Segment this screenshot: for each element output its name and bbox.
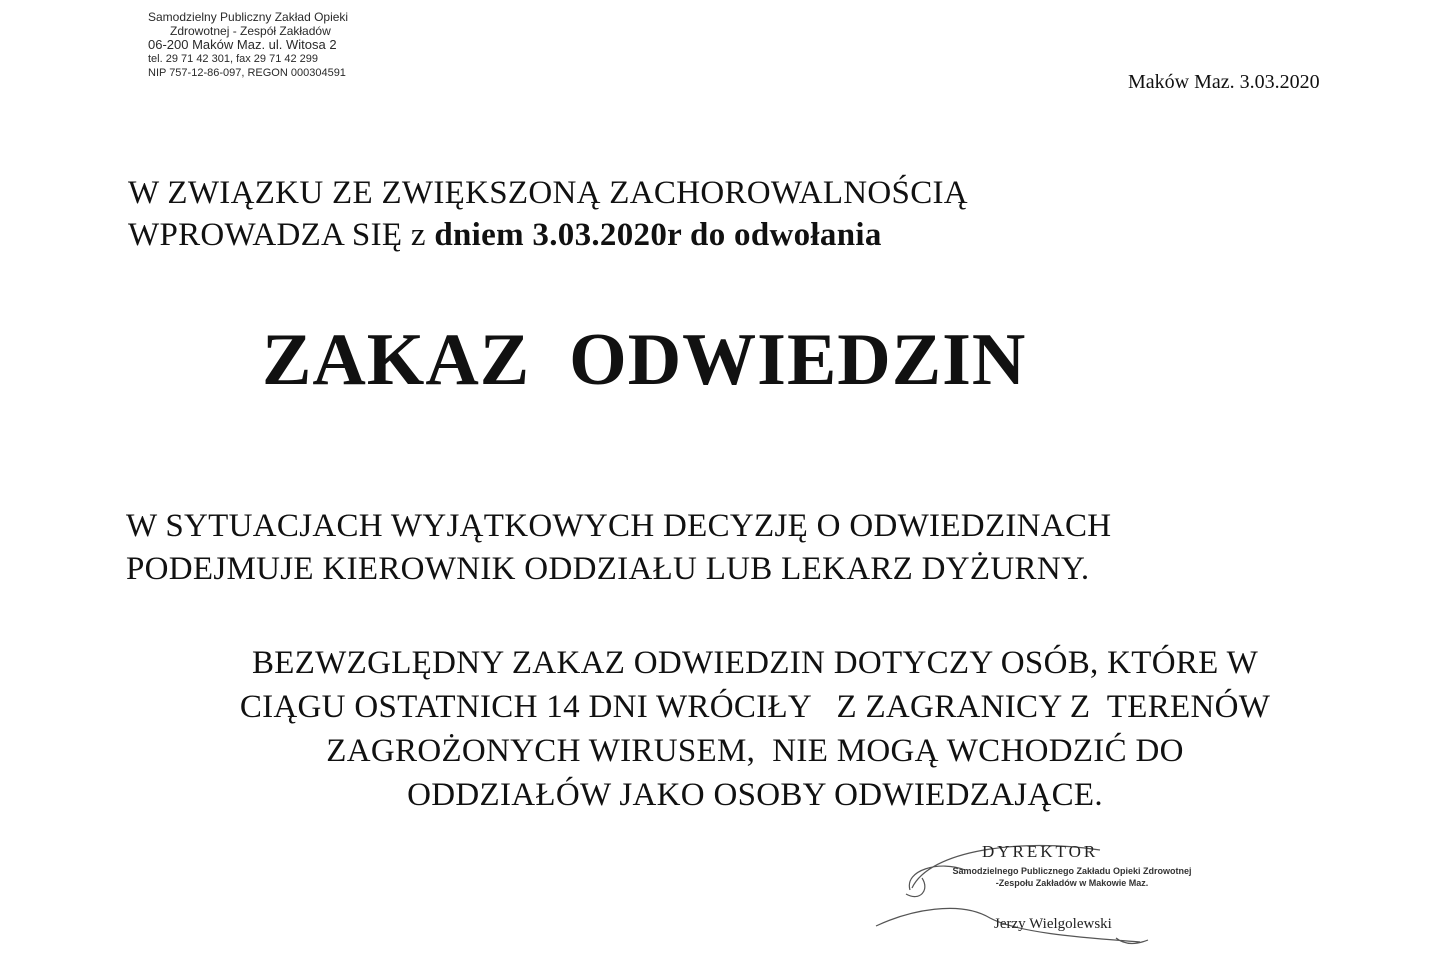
exceptions-paragraph <box>126 505 1326 591</box>
signature-title: DYREKTOR <box>982 842 1099 861</box>
intro-text <box>128 172 1328 256</box>
exceptions-line-1: W SYTUACJACH WYJĄTKOWYCH DECYZJĘ O ODWIEDZINACH <box>126 508 1112 544</box>
stamp-line-ids: NIP 757-12-86-097, REGON 000304591 <box>148 67 346 79</box>
absolute-ban-paragraph <box>140 641 1370 817</box>
signature-organization <box>952 865 1192 889</box>
document-date: Maków Maz. 3.03.2020 <box>1128 71 1320 93</box>
absolute-ban-line-3: ZAGROŻONYCH WIRUSEM, NIE MOGĄ WCHODZIĆ DO <box>326 733 1184 769</box>
institution-stamp <box>148 10 378 80</box>
intro-line-2-plain: WPROWADZA SIĘ z <box>128 217 435 253</box>
stamp-line-name-cont: Zdrowotnej - Zespół Zakładów <box>170 24 331 38</box>
exceptions-line-2: PODEJMUJE KIEROWNIK ODDZIAŁU LUB LEKARZ DYŻURNY. <box>126 551 1090 587</box>
absolute-ban-line-1: BEZWZGLĘDNY ZAKAZ ODWIEDZIN DOTYCZY OSÓB, KTÓRE W <box>251 645 1259 681</box>
signature-org-line-1: Samodzielnego Publicznego Zakładu Opieki Zdrowotnej <box>952 866 1192 876</box>
absolute-ban-line-4: ODDZIAŁÓW JAKO OSOBY ODWIEDZAJĄCE. <box>407 777 1103 813</box>
signature-name: Jerzy Wielgolewski <box>994 916 1112 932</box>
headline-visiting-ban: ZAKAZ ODWIEDZIN <box>262 319 1027 401</box>
stamp-line-address: 06-200 Maków Maz. ul. Witosa 2 <box>148 37 337 52</box>
intro-line-2 <box>128 214 1328 256</box>
signature-org-line-2: -Zespołu Zakładów w Makowie Maz. <box>995 878 1149 888</box>
stamp-line-phone: tel. 29 71 42 301, fax 29 71 42 299 <box>148 53 319 65</box>
director-signature-stamp <box>870 830 1190 950</box>
intro-line-2-bold: dniem 3.03.2020r do odwołania <box>434 217 882 253</box>
absolute-ban-line-2: CIĄGU OSTATNICH 14 DNI WRÓCIŁY Z ZAGRANICY Z TERENÓW <box>239 689 1271 725</box>
intro-line-1: W ZWIĄZKU ZE ZWIĘKSZONĄ ZACHOROWALNOŚCIĄ <box>128 175 968 211</box>
stamp-line-name: Samodzielny Publiczny Zakład Opieki <box>148 10 349 24</box>
